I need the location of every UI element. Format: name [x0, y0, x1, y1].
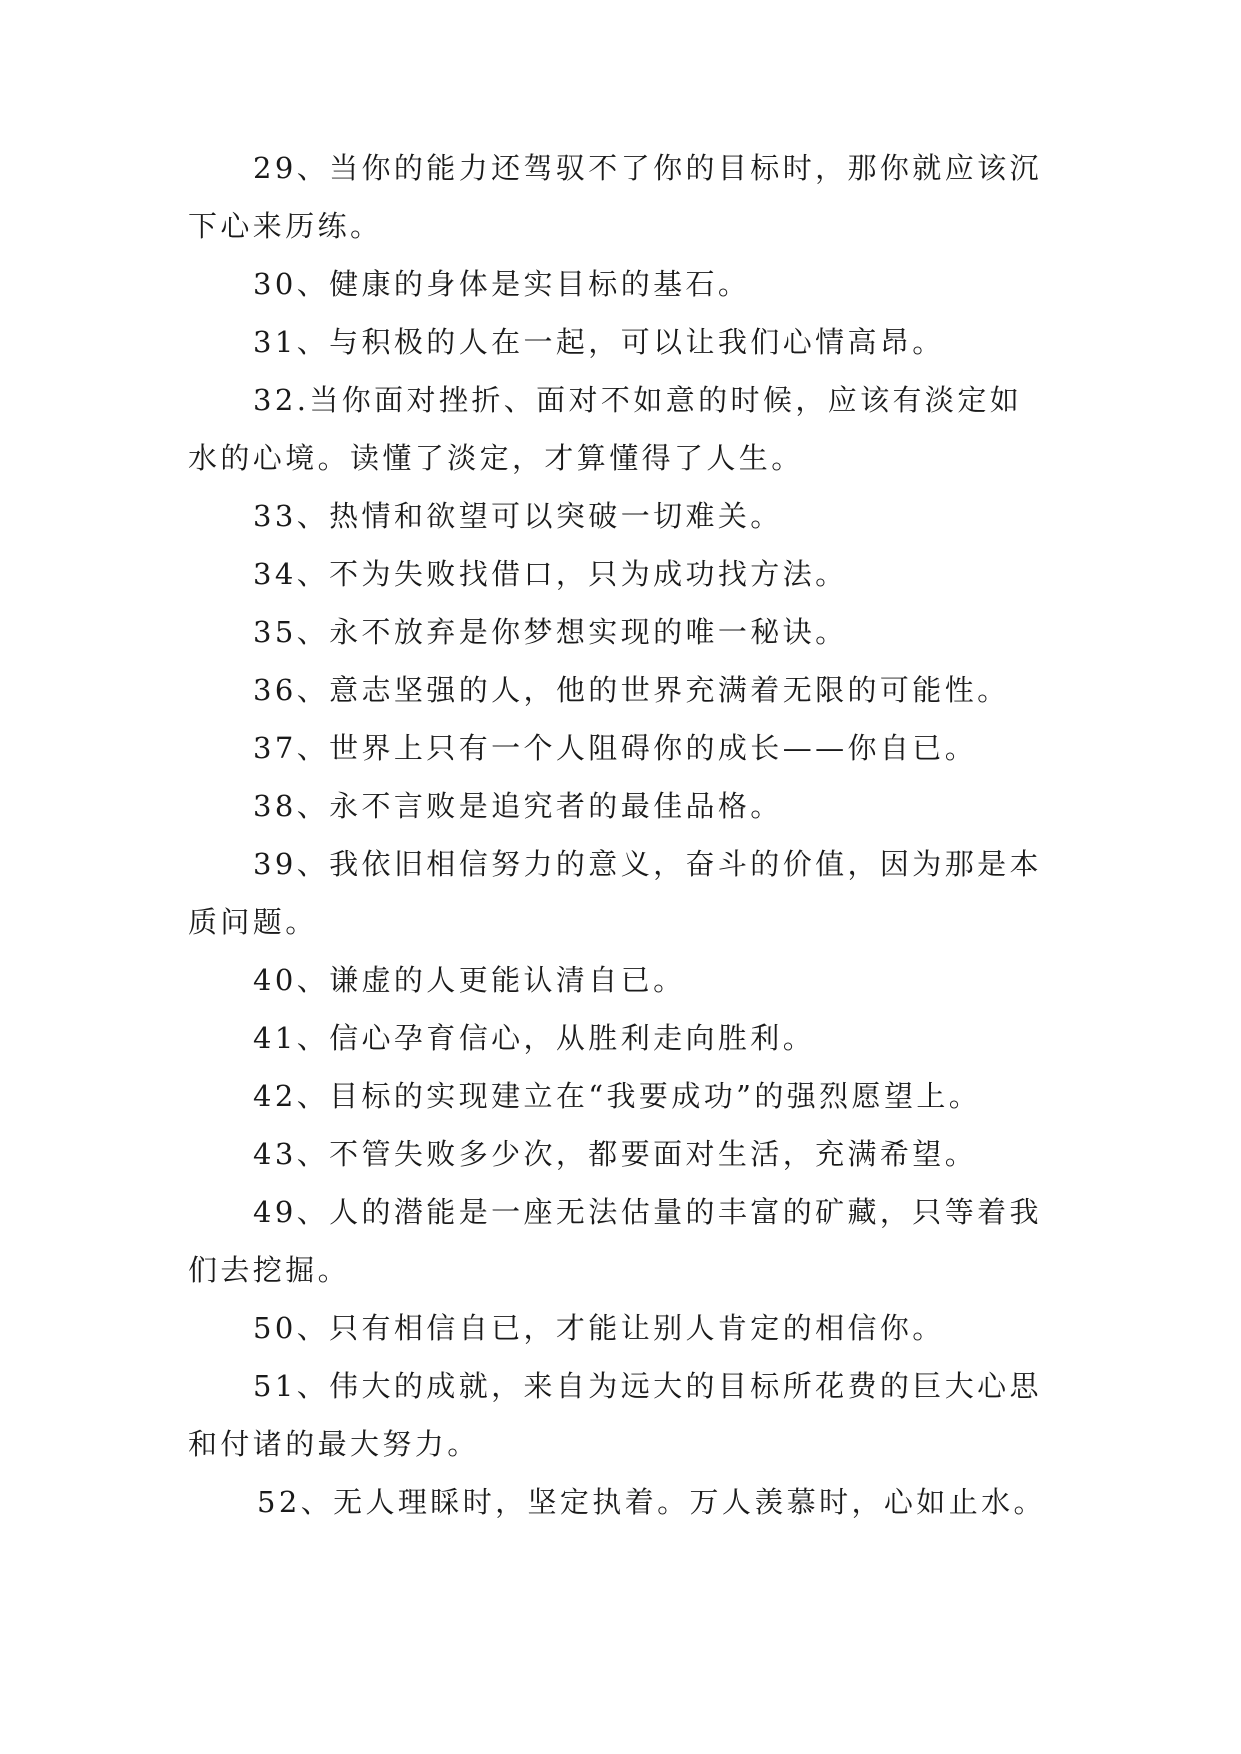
quote-30: 30、健康的身体是实目标的基石。 [253, 267, 751, 301]
quote-50: 50、只有相信自已，才能让别人肯定的相信你。 [253, 1311, 945, 1345]
quote-43: 43、不管失败多少次，都要面对生活，充满希望。 [253, 1137, 978, 1171]
quote-32-line-2: 水的心境。读懂了淡定，才算懂得了人生。 [188, 441, 804, 475]
quote-42: 42、目标的实现建立在“我要成功”的强烈愿望上。 [253, 1079, 982, 1113]
quote-41: 41、信心孕育信心，从胜利走向胜利。 [253, 1021, 816, 1055]
quote-29-line-2: 下心来历练。 [188, 209, 383, 243]
quote-39-line-1: 39、我依旧相信努力的意义，奋斗的价值，因为那是本 [253, 847, 1042, 881]
quote-51-line-1: 51、伟大的成就，来自为远大的目标所花费的巨大心思 [253, 1369, 1042, 1403]
quote-39-line-2: 质问题。 [188, 905, 318, 939]
quote-36: 36、意志坚强的人，他的世界充满着无限的可能性。 [253, 673, 1010, 707]
quote-29-line-1: 29、当你的能力还驾驭不了你的目标时，那你就应该沉 [253, 151, 1042, 185]
quote-52: 52、无人理睬时，坚定执着。万人羡慕时，心如止水。 [257, 1485, 1046, 1519]
quote-49-line-1: 49、人的潜能是一座无法估量的丰富的矿藏，只等着我 [253, 1195, 1042, 1229]
quote-31: 31、与积极的人在一起，可以让我们心情高昂。 [253, 325, 945, 359]
quote-51-line-2: 和付诸的最大努力。 [188, 1427, 480, 1461]
quote-38: 38、永不言败是追究者的最佳品格。 [253, 789, 783, 823]
quote-33: 33、热情和欲望可以突破一切难关。 [253, 499, 783, 533]
quote-32-line-1: 32.当你面对挫折、面对不如意的时候，应该有淡定如 [253, 383, 1023, 417]
quote-49-line-2: 们去挖掘。 [188, 1253, 351, 1287]
quote-37: 37、世界上只有一个人阻碍你的成长——你自已。 [253, 731, 978, 765]
quote-40: 40、谦虚的人更能认清自已。 [253, 963, 686, 997]
quote-34: 34、不为失败找借口，只为成功找方法。 [253, 557, 848, 591]
quote-35: 35、永不放弃是你梦想实现的唯一秘诀。 [253, 615, 848, 649]
